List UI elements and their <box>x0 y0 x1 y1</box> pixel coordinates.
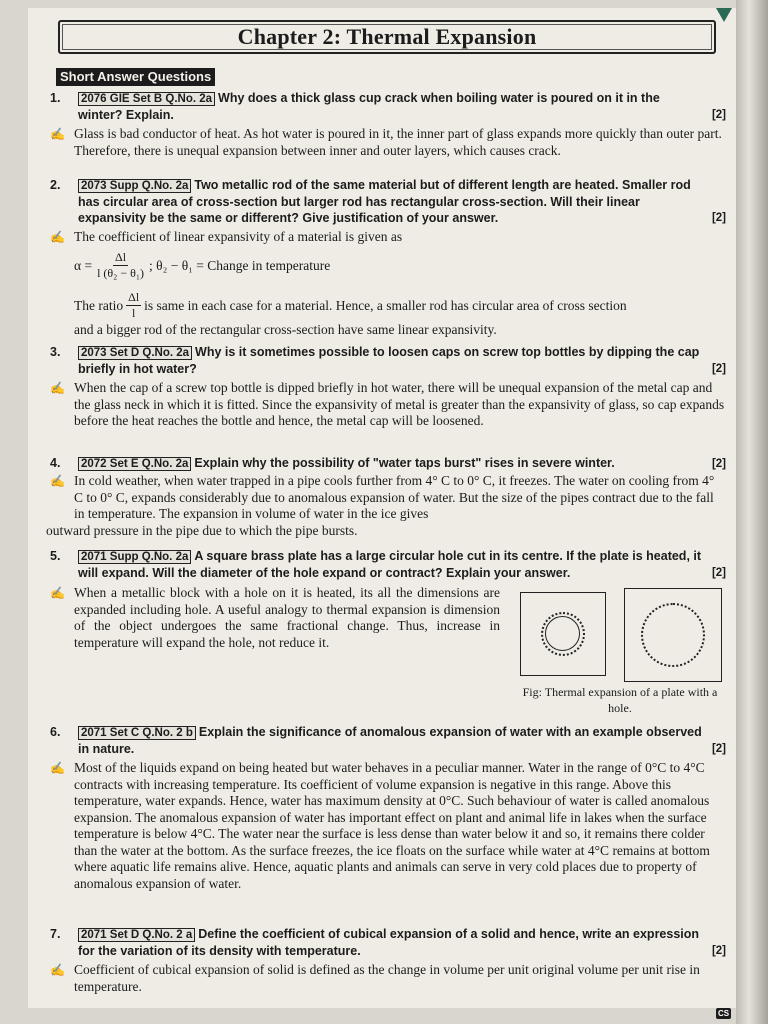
page-spine-shadow <box>736 0 768 1024</box>
marks-label: [2] <box>711 743 726 755</box>
exam-reference-tag: 2071 Supp Q.No. 2a <box>78 550 191 564</box>
answer-2-intro <box>50 229 726 246</box>
answer-text: When the cap of a screw top bottle is dipped briefly in hot water, there will be unequal expansion of the metal cap and the glass neck in which it is fitted. Since the expansivity of metal is greater than the expansivity of glass, so cap expands before the heat reaches the bottle and hence, the metal cap will be loosened. <box>74 380 725 428</box>
question-1 <box>50 90 726 123</box>
answer-text: When a metallic block with a hole on it is heated, its all the dimensions are expanded including hole. A useful analogy to thermal expansion is dimension of the object undergoes the same fractional change. Thus, increase in temperature will expand the hole, not reduce it. <box>74 585 500 650</box>
chapter-title: Chapter 2: Thermal Expansion <box>237 24 537 49</box>
formula-rhs: ; θ₂ − θ₁ = Change in temperature <box>149 257 331 273</box>
question-number: 2. <box>50 178 61 192</box>
answer-text: Coefficient of cubical expansion of solid is defined as the change in volume per unit original volume per unit rise in temperature. <box>74 962 700 994</box>
marks-label: [2] <box>711 458 726 470</box>
ratio-text-after: is same in each case for a material. Hence, a smaller rod has circular area of cross section <box>144 297 627 313</box>
marks-label: [2] <box>711 109 726 121</box>
fraction-numerator: Δl <box>115 250 127 264</box>
answer-pointer-icon: ✍ <box>50 474 65 488</box>
ratio-statement <box>74 290 724 321</box>
question-4 <box>50 455 726 472</box>
question-number: 6. <box>50 725 61 739</box>
answer-text: and a bigger rod of the rectangular cross-section have same linear expansivity. <box>74 322 497 337</box>
ratio-numerator: Δl <box>128 290 140 304</box>
answer-pointer-icon: ✍ <box>50 381 65 395</box>
answer-pointer-icon: ✍ <box>50 761 65 775</box>
question-text: A square brass plate has a large circular hole cut in its centre. If the plate is heated, it will expand. Will the diameter of the hole expand or contract? Explain your answer. <box>78 549 702 580</box>
answer-4-tail <box>46 523 722 540</box>
answer-1 <box>50 126 726 159</box>
answer-5 <box>50 585 500 651</box>
answer-6 <box>50 760 726 892</box>
answer-2-conclusion <box>50 322 726 339</box>
answer-7 <box>50 962 726 995</box>
linear-expansivity-formula <box>74 250 330 281</box>
plate-before-heating <box>520 592 606 676</box>
section-heading: Short Answer Questions <box>56 68 215 86</box>
exam-reference-tag: 2071 Set D Q.No. 2 a <box>78 928 195 942</box>
question-number: 4. <box>50 456 61 470</box>
exam-reference-tag: 2073 Set D Q.No. 2a <box>78 346 192 360</box>
question-3 <box>50 344 726 377</box>
question-text: Why does a thick glass cup crack when boiling water is poured on it in the winter? Explain. <box>78 91 660 122</box>
figure-caption: Fig: Thermal expansion of a plate with a hole. <box>522 685 718 715</box>
ratio-text-before: The ratio <box>74 297 124 313</box>
plate-after-heating <box>624 588 722 682</box>
ratio-denominator: l <box>131 306 136 320</box>
answer-pointer-icon: ✍ <box>50 963 65 977</box>
answer-pointer-icon: ✍ <box>50 127 65 141</box>
expanded-hole-outline <box>641 603 705 667</box>
exam-reference-tag: 2072 Set E Q.No. 2a <box>78 457 191 471</box>
answer-3 <box>50 380 726 430</box>
question-text: Define the coefficient of cubical expansion of a solid and hence, write an expression for the variation of its density with temperature. <box>78 927 700 958</box>
question-text: Explain why the possibility of "water taps burst" rises in severe winter. <box>194 456 615 470</box>
exam-reference-tag: 2076 GIE Set B Q.No. 2a <box>78 92 215 106</box>
exam-reference-tag: 2073 Supp Q.No. 2a <box>78 179 191 193</box>
answer-text: In cold weather, when water trapped in a pipe cools further from 4° C to 0° C, it freezes. The water on cooling from 4° C to 0° C, expands considerably due to anomalous expansion of water. But the size of the pipes contract due to the fall in temperature. The expansion in volume of water in the ice gives <box>74 473 715 521</box>
answer-4 <box>50 473 726 523</box>
answer-text: Glass is bad conductor of heat. As hot water is poured in it, the inner part of glass expands more quickly than outer part. Therefore, there is unequal expansion between inner and outer layers, which causes crack. <box>74 126 722 158</box>
question-2 <box>50 177 726 226</box>
marks-label: [2] <box>711 363 726 375</box>
formula-fraction <box>95 250 146 281</box>
formula-lhs: α = <box>74 257 93 273</box>
question-6 <box>50 724 726 757</box>
scanner-badge: CS <box>718 1009 730 1018</box>
question-text: Explain the significance of anomalous expansion of water with an example observed in nature. <box>78 725 702 756</box>
marks-label: [2] <box>711 567 726 579</box>
fraction-denominator: l (θ₂ − θ₁) <box>97 266 145 280</box>
question-text: Two metallic rod of the same material but of different length are heated. Smaller rod has circular area of cross-section but larger rod has rectangular cross-section. Will their linear expansivity be the same or different? Give justification of your answer. <box>78 178 691 225</box>
question-7 <box>50 926 726 959</box>
exam-reference-tag: 2071 Set C Q.No. 2 b <box>78 726 196 740</box>
question-number: 7. <box>50 927 61 941</box>
answer-text: outward pressure in the pipe due to which the pipe bursts. <box>46 523 358 538</box>
question-number: 1. <box>50 91 61 105</box>
question-5 <box>50 548 726 581</box>
answer-text: Most of the liquids expand on being heated but water behaves in a peculiar manner. Water in the range of 0°C to 4°C contracts with increasing temperature. Its coefficient of volume expansion is negative in this range. Above this temperature, water expands. Hence, water has maximum density at 0°C. Such behaviour of water is called anomalous expansion. The anomalous expansion of water has important effect on plant and animal life in lakes when the surface temperature is below 4°C. The water near the surface is less dense than water below it and so, it remains there colder than the water at the bottom. As the surface freezes, the ice floats on the surface while water at 4°C remains at bottom where aquatic life remains alive. Hence, aquatic plants and animals can serve in very cold places due to property of anomalous expansion of water. <box>74 760 710 891</box>
question-number: 5. <box>50 549 61 563</box>
marks-label: [2] <box>711 212 726 224</box>
question-text: Why is it sometimes possible to loosen caps on screw top bottles by dipping the cap briefly in hot water? <box>78 345 700 376</box>
marks-label: [2] <box>711 945 726 957</box>
answer-text: The coefficient of linear expansivity of a material is given as <box>74 229 403 244</box>
answer-pointer-icon: ✍ <box>50 230 65 244</box>
hole-outline <box>545 616 580 651</box>
bookmark-marker <box>716 8 732 22</box>
ratio-fraction <box>126 290 141 321</box>
chapter-title-box <box>58 20 716 54</box>
answer-pointer-icon: ✍ <box>50 586 65 600</box>
question-number: 3. <box>50 345 61 359</box>
